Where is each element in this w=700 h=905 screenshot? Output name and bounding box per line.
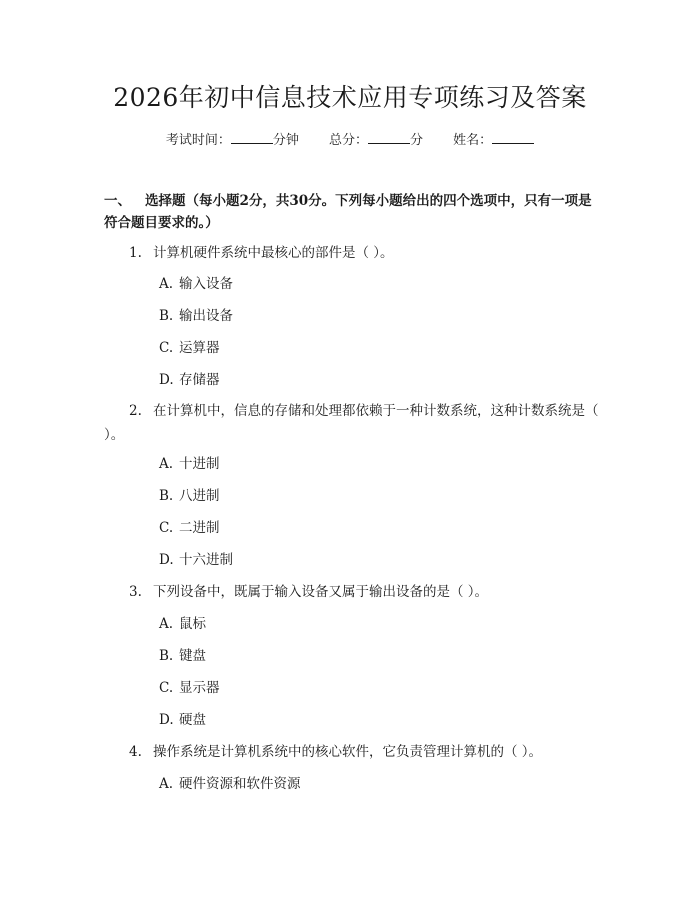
question-2-option-d [159, 550, 233, 570]
question-3-option-b [159, 646, 206, 666]
option-letter: C. [159, 680, 174, 696]
question-3-option-a [159, 614, 206, 634]
option-text: 二进制 [179, 520, 220, 536]
option-letter: B. [159, 488, 174, 504]
question-4-option-a [159, 774, 301, 794]
question-text: 下列设备中，既属于输入设备又属于输出设备的是（ ）。 [153, 584, 489, 600]
question-3-option-d [159, 710, 206, 730]
option-text: 硬盘 [179, 712, 206, 728]
option-letter: B. [159, 308, 174, 324]
option-text: 显示器 [179, 680, 220, 696]
question-2-option-c [159, 518, 220, 538]
question-2-option-b [159, 486, 220, 506]
option-letter: D. [159, 372, 174, 388]
section-text: 选择题（每小题2分，共30分。下列每小题给出的四个选项中，只有一项是符合题目要求的。） [104, 193, 592, 231]
name-group [453, 133, 534, 148]
exam-time-group [166, 133, 303, 148]
question-number: 2. [129, 403, 142, 419]
exam-time-label: 考试时间： [165, 133, 231, 148]
option-text: 存储器 [179, 372, 220, 388]
question-2-option-a [159, 454, 220, 474]
question-number: 4. [129, 744, 142, 760]
question-1-option-c [159, 338, 220, 358]
option-letter: D. [159, 552, 174, 568]
option-text: 输入设备 [179, 276, 233, 292]
option-text: 键盘 [179, 648, 206, 664]
option-text: 八进制 [179, 488, 220, 504]
name-blank [492, 130, 534, 144]
question-1 [104, 241, 600, 265]
option-text: 运算器 [179, 340, 220, 356]
option-letter: A. [159, 776, 174, 792]
question-number: 3. [129, 584, 142, 600]
exam-time-blank [231, 130, 273, 144]
question-3-option-c [159, 678, 220, 698]
question-1-option-d [159, 370, 220, 390]
option-text: 十六进制 [179, 552, 233, 568]
option-text: 硬件资源和软件资源 [179, 776, 301, 792]
total-score-blank [368, 130, 410, 144]
option-letter: A. [159, 616, 174, 632]
question-text: 操作系统是计算机系统中的核心软件，它负责管理计算机的（ ）。 [153, 744, 543, 760]
option-letter: A. [159, 456, 174, 472]
exam-time-unit: 分钟 [272, 133, 299, 148]
option-letter: B. [159, 648, 174, 664]
question-3 [104, 580, 600, 604]
question-1-option-b [159, 306, 233, 326]
question-2 [104, 399, 600, 447]
name-label: 姓名： [453, 133, 493, 148]
option-text: 十进制 [179, 456, 220, 472]
total-score-group [329, 133, 427, 148]
question-text: 计算机硬件系统中最核心的部件是（ ）。 [153, 245, 394, 261]
exam-info-line [0, 130, 700, 151]
option-letter: C. [159, 340, 174, 356]
option-letter: A. [159, 276, 174, 292]
option-text: 鼠标 [179, 616, 206, 632]
option-letter: C. [159, 520, 174, 536]
page-title: 2026年初中信息技术应用专项练习及答案 [113, 83, 587, 112]
question-number: 1. [129, 245, 142, 261]
question-4 [104, 740, 600, 764]
section-number: 一、 [104, 193, 131, 209]
question-text: 在计算机中，信息的存储和处理都依赖于一种计数系统，这种计数系统是（ ）。 [104, 403, 599, 443]
option-text: 输出设备 [179, 308, 233, 324]
question-1-option-a [159, 274, 233, 294]
section-heading [104, 190, 604, 234]
option-letter: D. [159, 712, 174, 728]
total-score-unit: 分 [410, 133, 424, 148]
total-score-label: 总分： [328, 133, 368, 148]
